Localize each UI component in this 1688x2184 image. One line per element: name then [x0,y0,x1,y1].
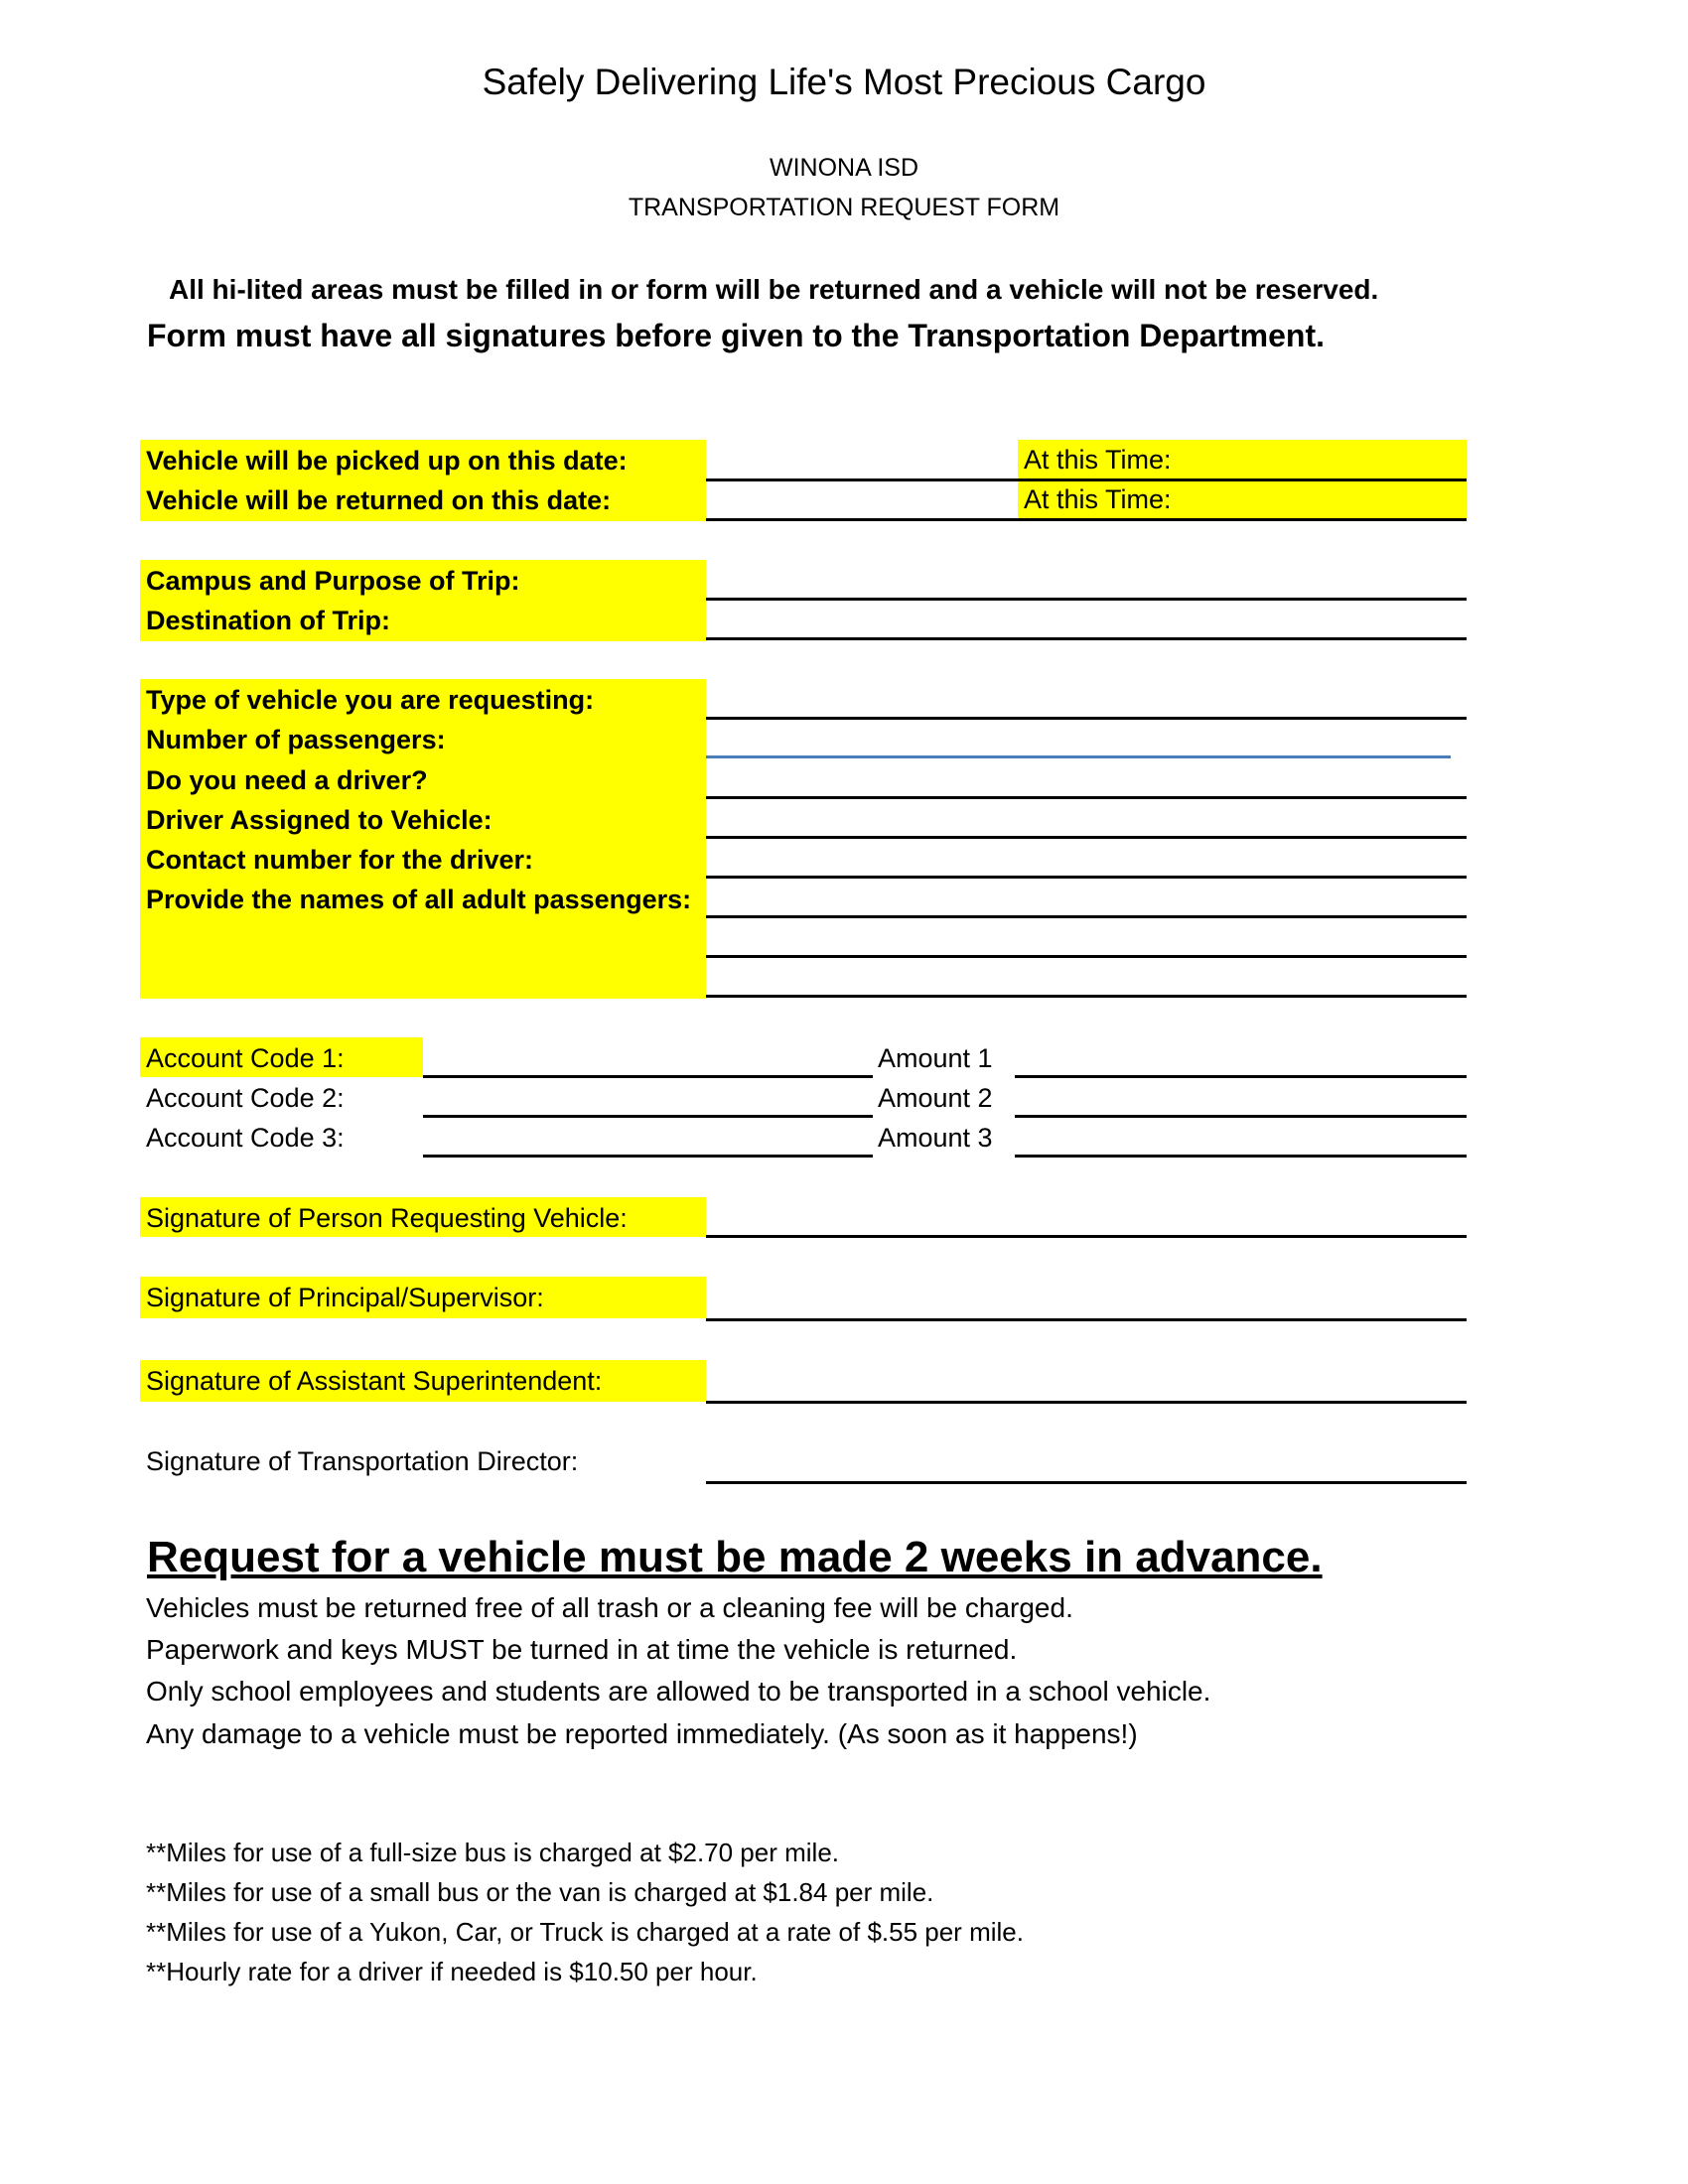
highlight-notice: All hi-lited areas must be filled in or form will be returned and a vehicle will not be reserved. [169,274,1379,305]
amount-1-label: Amount 1 [878,1043,993,1073]
need-driver-field[interactable] [706,796,1467,799]
pickup-time-field[interactable] [1018,440,1467,478]
adult-passengers-label: Provide the names of all adult passengers: [146,885,692,914]
amount-3-field[interactable] [1015,1155,1467,1158]
yukon-rate: **Miles for use of a Yukon, Car, or Truck is charged at a rate of $.55 per mile. [146,1917,1024,1947]
return-date-label: Vehicle will be returned on this date: [146,485,612,515]
account-code-2-label: Account Code 2: [146,1083,345,1113]
pickup-date-label: Vehicle will be picked up on this date: [146,446,628,476]
trash-rule: Vehicles must be returned free of all trash or a cleaning fee will be charged. [146,1592,1073,1623]
account-code-3-label: Account Code 3: [146,1123,345,1153]
small-bus-rate: **Miles for use of a small bus or the van is charged at $1.84 per mile. [146,1877,934,1907]
requester-signature-label: Signature of Person Requesting Vehicle: [146,1203,628,1233]
employees-only-rule: Only school employees and students are allowed to be transported in a school vehicle. [146,1676,1211,1706]
driver-assigned-field[interactable] [706,836,1467,839]
amount-2-field[interactable] [1015,1115,1467,1118]
form-title: Safely Delivering Life's Most Precious Cargo [482,62,1206,102]
adult-passengers-field-1[interactable] [706,915,1467,918]
principal-signature-field[interactable] [706,1318,1467,1321]
driver-contact-field[interactable] [706,876,1467,879]
asst-super-signature-label: Signature of Assistant Superintendent: [146,1366,603,1396]
adult-passengers-field-3[interactable] [706,995,1467,998]
paperwork-rule: Paperwork and keys MUST be turned in at time the vehicle is returned. [146,1634,1018,1665]
vehicle-type-field[interactable] [706,717,1467,720]
pickup-date-field[interactable] [706,478,1018,481]
account-code-1-field[interactable] [423,1075,873,1078]
return-time-underline [1018,518,1467,521]
vehicle-type-label: Type of vehicle you are requesting: [146,685,595,715]
amount-3-label: Amount 3 [878,1123,993,1153]
full-bus-rate: **Miles for use of a full-size bus is charged at $2.70 per mile. [146,1838,840,1867]
destination-label: Destination of Trip: [146,606,390,635]
need-driver-label: Do you need a driver? [146,765,428,795]
destination-field[interactable] [706,637,1467,640]
form-name: TRANSPORTATION REQUEST FORM [628,194,1060,221]
director-signature-field[interactable] [706,1481,1467,1484]
signature-notice: Form must have all signatures before given to the Transportation Department. [147,318,1325,353]
purpose-label: Campus and Purpose of Trip: [146,566,520,596]
passengers-label: Number of passengers: [146,725,446,754]
pickup-time-label: At this Time: [1024,445,1172,475]
principal-signature-label: Signature of Principal/Supervisor: [146,1283,544,1312]
amount-2-label: Amount 2 [878,1083,993,1113]
account-code-2-field[interactable] [423,1115,873,1118]
purpose-field[interactable] [706,598,1467,601]
advance-notice-rule: Request for a vehicle must be made 2 weeks in advance. [147,1533,1323,1581]
return-time-label: At this Time: [1024,484,1172,514]
account-code-3-field[interactable] [423,1155,873,1158]
director-signature-label: Signature of Transportation Director: [146,1446,579,1476]
return-date-field[interactable] [706,518,1018,521]
adult-passengers-field-2[interactable] [706,955,1467,958]
driver-rate: **Hourly rate for a driver if needed is $10.50 per hour. [146,1957,758,1986]
amount-1-field[interactable] [1015,1075,1467,1078]
requester-signature-field[interactable] [706,1235,1467,1238]
return-time-field[interactable] [1018,481,1467,518]
organization-name: WINONA ISD [769,154,918,182]
passengers-field[interactable] [706,755,1451,758]
driver-contact-label: Contact number for the driver: [146,845,534,875]
account-code-1-label: Account Code 1: [146,1043,345,1073]
driver-assigned-label: Driver Assigned to Vehicle: [146,805,492,835]
asst-super-signature-field[interactable] [706,1401,1467,1404]
damage-rule: Any damage to a vehicle must be reported immediately. (As soon as it happens!) [146,1718,1138,1749]
